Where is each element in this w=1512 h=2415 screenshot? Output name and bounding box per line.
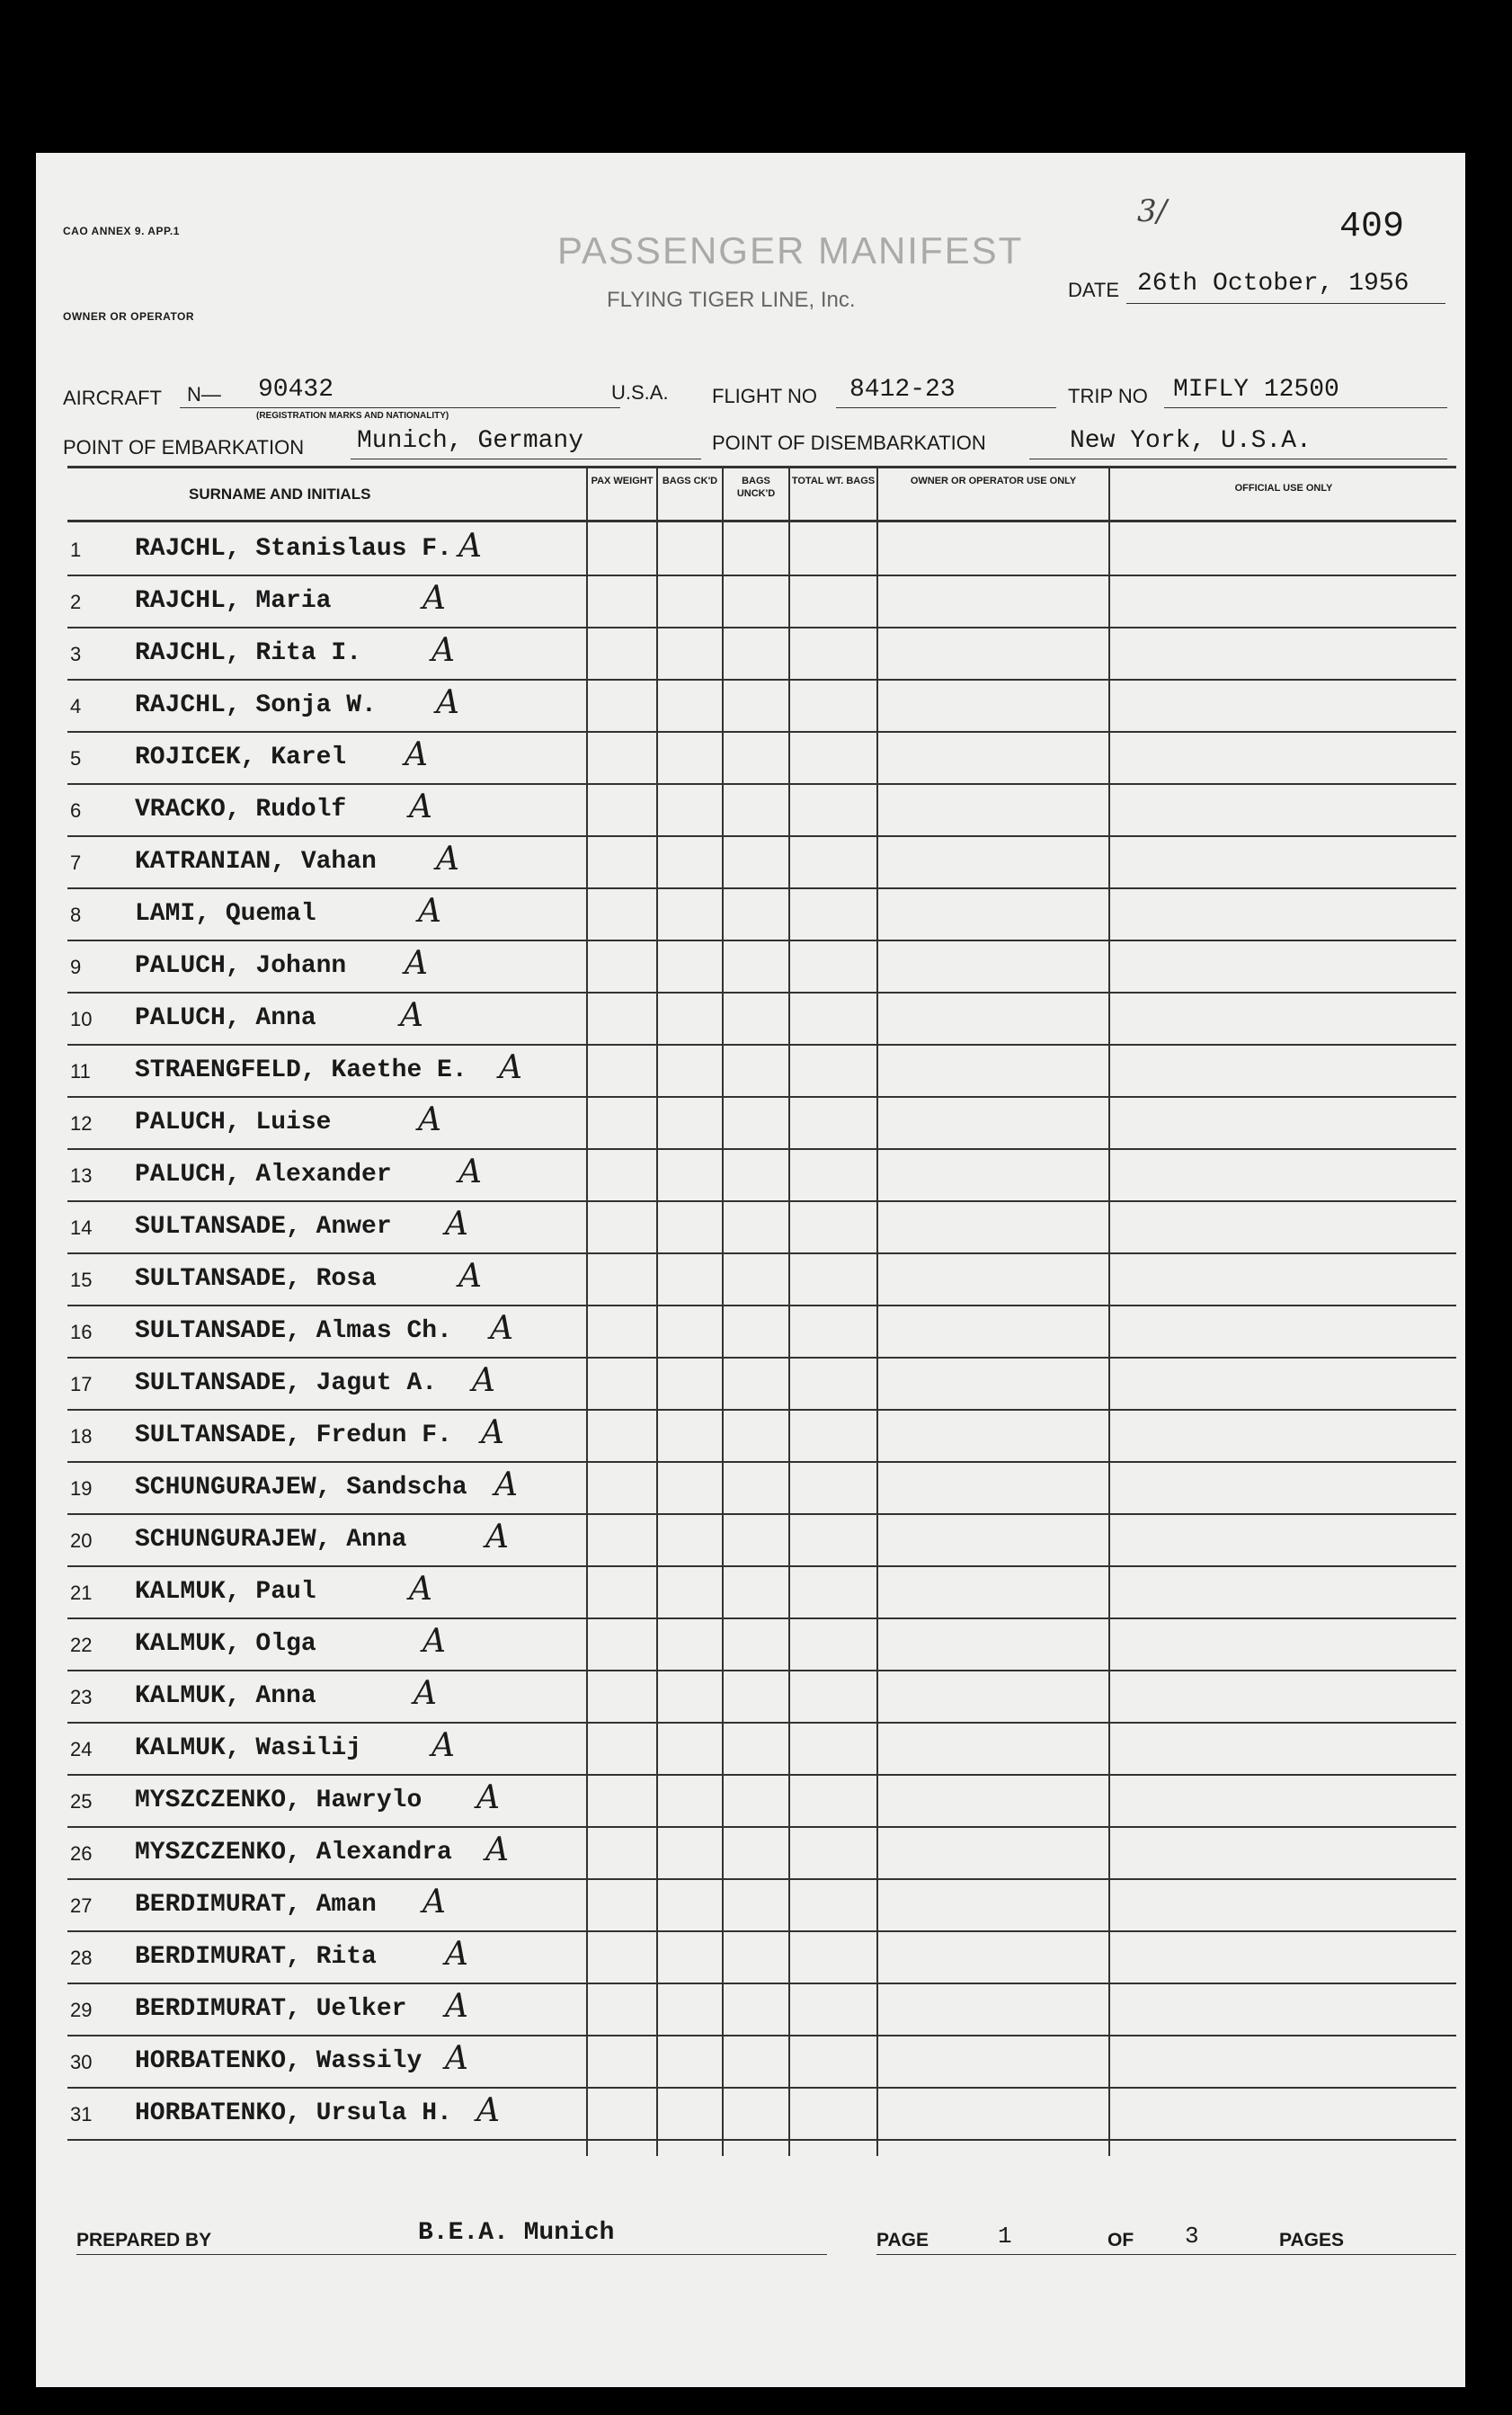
row-divider xyxy=(67,1513,1456,1515)
handwritten-mark: A xyxy=(418,1101,441,1138)
handwritten-mark: A xyxy=(476,2092,500,2129)
passenger-name: STRAENGFELD, Kaethe E. xyxy=(135,1056,467,1084)
manifest-title: PASSENGER MANIFEST xyxy=(557,229,1024,272)
airline-name: FLYING TIGER LINE, Inc. xyxy=(607,288,856,312)
passenger-name: RAJCHL, Rita I. xyxy=(135,639,362,667)
passenger-name: HORBATENKO, Ursula H. xyxy=(135,2099,452,2127)
owner-operator-label: OWNER OR OPERATOR xyxy=(63,310,195,323)
row-number: 21 xyxy=(70,1582,93,1604)
page-underline xyxy=(876,2254,1456,2255)
row-divider xyxy=(67,2139,1456,2141)
handwritten-mark: A xyxy=(422,580,446,617)
row-divider xyxy=(67,1722,1456,1724)
disembarkation-value: New York, U.S.A. xyxy=(1070,427,1312,455)
date-label: DATE xyxy=(1068,279,1120,301)
row-divider xyxy=(67,1930,1456,1932)
date-value: 26th October, 1956 xyxy=(1137,270,1410,298)
of-value: 3 xyxy=(1185,2223,1199,2250)
row-number: 7 xyxy=(70,851,82,874)
passenger-name: KALMUK, Wasilij xyxy=(135,1734,362,1762)
row-number: 2 xyxy=(70,591,82,613)
row-number: 10 xyxy=(70,1008,93,1030)
row-divider xyxy=(67,1617,1456,1619)
handwritten-mark: A xyxy=(481,1414,504,1451)
handwritten-mark: A xyxy=(445,1988,468,2025)
col-bags-unckd-header: BAGS UNCK'D xyxy=(736,476,776,499)
row-number: 13 xyxy=(70,1164,93,1187)
handwritten-mark: A xyxy=(422,1884,446,1920)
col-divider-pax xyxy=(586,466,588,2156)
handwritten-mark: A xyxy=(431,1727,455,1764)
aircraft-prefix: N— xyxy=(187,383,221,405)
row-divider xyxy=(67,783,1456,785)
handwritten-mark: A xyxy=(400,997,423,1034)
row-divider xyxy=(67,1565,1456,1567)
disembarkation-label: POINT OF DISEMBARKATION xyxy=(712,432,986,454)
row-number: 25 xyxy=(70,1790,93,1813)
row-divider xyxy=(67,2087,1456,2089)
col-bags-ckd-header: BAGS CK'D xyxy=(662,476,718,486)
passenger-name: ROJICEK, Karel xyxy=(135,744,347,771)
passenger-name: RAJCHL, Maria xyxy=(135,587,332,615)
trip-underline xyxy=(1164,407,1447,408)
row-divider xyxy=(67,1774,1456,1776)
aircraft-underline xyxy=(180,407,620,408)
handwritten-mark: A xyxy=(405,736,428,773)
row-divider xyxy=(67,992,1456,994)
row-divider xyxy=(67,575,1456,576)
row-divider xyxy=(67,679,1456,681)
row-divider xyxy=(67,1252,1456,1254)
row-number: 29 xyxy=(70,1999,93,2021)
col-total-wt-header: TOTAL WT. BAGS xyxy=(791,476,876,486)
prepared-by-value: B.E.A. Munich xyxy=(418,2219,615,2247)
row-number: 28 xyxy=(70,1947,93,1969)
handwritten-mark: A xyxy=(494,1466,518,1503)
handwritten-mark: A xyxy=(418,893,441,930)
handwritten-mark: A xyxy=(490,1310,513,1347)
passenger-name: HORBATENKO, Wassily xyxy=(135,2047,422,2075)
aircraft-number: 90432 xyxy=(258,376,334,404)
passenger-name: BERDIMURAT, Aman xyxy=(135,1891,377,1919)
passenger-name: LAMI, Quemal xyxy=(135,900,316,928)
handwritten-mark: A xyxy=(445,1206,468,1243)
registration-note: (REGISTRATION MARKS AND NATIONALITY) xyxy=(256,411,449,421)
passenger-name: RAJCHL, Sonja W. xyxy=(135,691,377,719)
col-divider-bagsck xyxy=(656,466,658,2156)
row-number: 4 xyxy=(70,695,82,717)
page-value: 1 xyxy=(998,2223,1012,2250)
row-divider xyxy=(67,1878,1456,1880)
row-number: 17 xyxy=(70,1373,93,1395)
handwritten-mark: A xyxy=(414,1675,437,1712)
embarkation-value: Munich, Germany xyxy=(357,427,584,455)
handwritten-number: 3/ xyxy=(1137,193,1168,229)
handwritten-mark: A xyxy=(458,1154,482,1190)
passenger-name: KALMUK, Olga xyxy=(135,1630,316,1658)
row-divider xyxy=(67,887,1456,889)
date-underline xyxy=(1126,303,1445,304)
row-number: 9 xyxy=(70,956,82,978)
passenger-name: SULTANSADE, Almas Ch. xyxy=(135,1317,452,1345)
row-divider xyxy=(67,1200,1456,1202)
annex-label: CAO ANNEX 9. APP.1 xyxy=(63,225,180,237)
passenger-name: RAJCHL, Stanislaus F. xyxy=(135,535,452,563)
row-divider xyxy=(67,1305,1456,1306)
table-top-border xyxy=(67,466,1456,468)
passenger-name: KALMUK, Paul xyxy=(135,1578,316,1606)
row-divider xyxy=(67,1826,1456,1828)
handwritten-mark: A xyxy=(405,945,428,982)
page-label: PAGE xyxy=(876,2230,929,2250)
passenger-name: SCHUNGURAJEW, Sandscha xyxy=(135,1474,467,1502)
col-owner-use-header: OWNER OR OPERATOR USE ONLY xyxy=(910,476,1077,486)
row-divider xyxy=(67,1357,1456,1359)
country-label: U.S.A. xyxy=(611,381,669,404)
col-official-use-header: OFFICIAL USE ONLY xyxy=(1234,483,1333,494)
row-divider xyxy=(67,1044,1456,1046)
row-number: 20 xyxy=(70,1529,93,1552)
row-number: 15 xyxy=(70,1269,93,1291)
passenger-name: PALUCH, Luise xyxy=(135,1109,332,1136)
row-number: 23 xyxy=(70,1686,93,1708)
row-number: 30 xyxy=(70,2051,93,2073)
passenger-name: SULTANSADE, Jagut A. xyxy=(135,1369,438,1397)
handwritten-mark: A xyxy=(485,1831,509,1868)
aircraft-label: AIRCRAFT xyxy=(63,387,162,409)
row-divider xyxy=(67,940,1456,941)
flight-label: FLIGHT NO xyxy=(712,385,817,407)
handwritten-mark: A xyxy=(458,528,482,565)
handwritten-mark: A xyxy=(445,1936,468,1973)
passenger-name: PALUCH, Anna xyxy=(135,1004,316,1032)
flight-number: 8412-23 xyxy=(849,376,956,404)
handwritten-mark: A xyxy=(499,1049,522,1086)
passenger-name: MYSZCZENKO, Hawrylo xyxy=(135,1787,422,1814)
row-number: 24 xyxy=(70,1738,93,1760)
row-divider xyxy=(67,731,1456,733)
row-divider xyxy=(67,627,1456,628)
handwritten-mark: A xyxy=(431,632,455,669)
passenger-name: KATRANIAN, Vahan xyxy=(135,848,377,876)
col-divider-official xyxy=(1108,466,1110,2156)
row-divider xyxy=(67,1096,1456,1098)
passenger-name: SULTANSADE, Fredun F. xyxy=(135,1421,452,1449)
passenger-name: SULTANSADE, Anwer xyxy=(135,1213,392,1241)
pages-label: PAGES xyxy=(1279,2230,1344,2250)
row-number: 18 xyxy=(70,1425,93,1448)
row-number: 27 xyxy=(70,1894,93,1917)
handwritten-mark: A xyxy=(476,1779,500,1816)
row-divider xyxy=(67,835,1456,837)
flight-underline xyxy=(836,407,1056,408)
passenger-name: MYSZCZENKO, Alexandra xyxy=(135,1839,452,1867)
col-pax-weight-header: PAX WEIGHT xyxy=(591,476,654,486)
row-divider xyxy=(67,1148,1456,1150)
row-divider xyxy=(67,1983,1456,1984)
handwritten-mark: A xyxy=(445,2040,468,2077)
row-number: 8 xyxy=(70,904,82,926)
row-number: 11 xyxy=(70,1060,91,1083)
row-number: 12 xyxy=(70,1112,93,1135)
passenger-name: BERDIMURAT, Uelker xyxy=(135,1995,407,2023)
manifest-sheet xyxy=(36,153,1465,2387)
row-number: 5 xyxy=(70,747,82,770)
row-divider xyxy=(67,1670,1456,1671)
passenger-name: BERDIMURAT, Rita xyxy=(135,1943,377,1971)
passenger-name: SCHUNGURAJEW, Anna xyxy=(135,1526,407,1554)
handwritten-mark: A xyxy=(472,1362,495,1399)
row-divider xyxy=(67,1409,1456,1411)
row-divider xyxy=(67,2035,1456,2036)
of-label: OF xyxy=(1107,2230,1134,2250)
page-stamp-number: 409 xyxy=(1339,207,1405,247)
row-number: 16 xyxy=(70,1321,93,1343)
handwritten-mark: A xyxy=(458,1258,482,1295)
passenger-name: PALUCH, Alexander xyxy=(135,1161,392,1189)
row-number: 31 xyxy=(70,2103,93,2125)
passenger-name: PALUCH, Johann xyxy=(135,952,347,980)
trip-label: TRIP NO xyxy=(1068,385,1148,407)
row-number: 14 xyxy=(70,1216,93,1239)
passenger-name: VRACKO, Rudolf xyxy=(135,796,347,824)
prepared-by-label: PREPARED BY xyxy=(76,2230,212,2250)
row-divider xyxy=(67,1461,1456,1463)
handwritten-mark: A xyxy=(485,1519,509,1555)
row-number: 19 xyxy=(70,1477,93,1500)
col-divider-total xyxy=(788,466,790,2156)
row-number: 26 xyxy=(70,1842,93,1865)
embarkation-label: POINT OF EMBARKATION xyxy=(63,436,305,459)
row-number: 6 xyxy=(70,799,82,822)
row-number: 1 xyxy=(70,539,82,561)
handwritten-mark: A xyxy=(436,684,459,721)
handwritten-mark: A xyxy=(422,1623,446,1660)
handwritten-mark: A xyxy=(409,1571,432,1608)
handwritten-mark: A xyxy=(409,789,432,825)
passenger-name: KALMUK, Anna xyxy=(135,1682,316,1710)
col-surname-header: SURNAME AND INITIALS xyxy=(189,486,371,503)
row-number: 22 xyxy=(70,1634,93,1656)
prepared-by-underline xyxy=(76,2254,827,2255)
trip-number: MIFLY 12500 xyxy=(1173,376,1339,404)
passenger-name: SULTANSADE, Rosa xyxy=(135,1265,377,1293)
handwritten-mark: A xyxy=(436,841,459,878)
row-number: 3 xyxy=(70,643,82,665)
col-divider-owner xyxy=(876,466,878,2156)
table-header-border xyxy=(67,520,1456,522)
col-divider-bagsunck xyxy=(722,466,724,2156)
